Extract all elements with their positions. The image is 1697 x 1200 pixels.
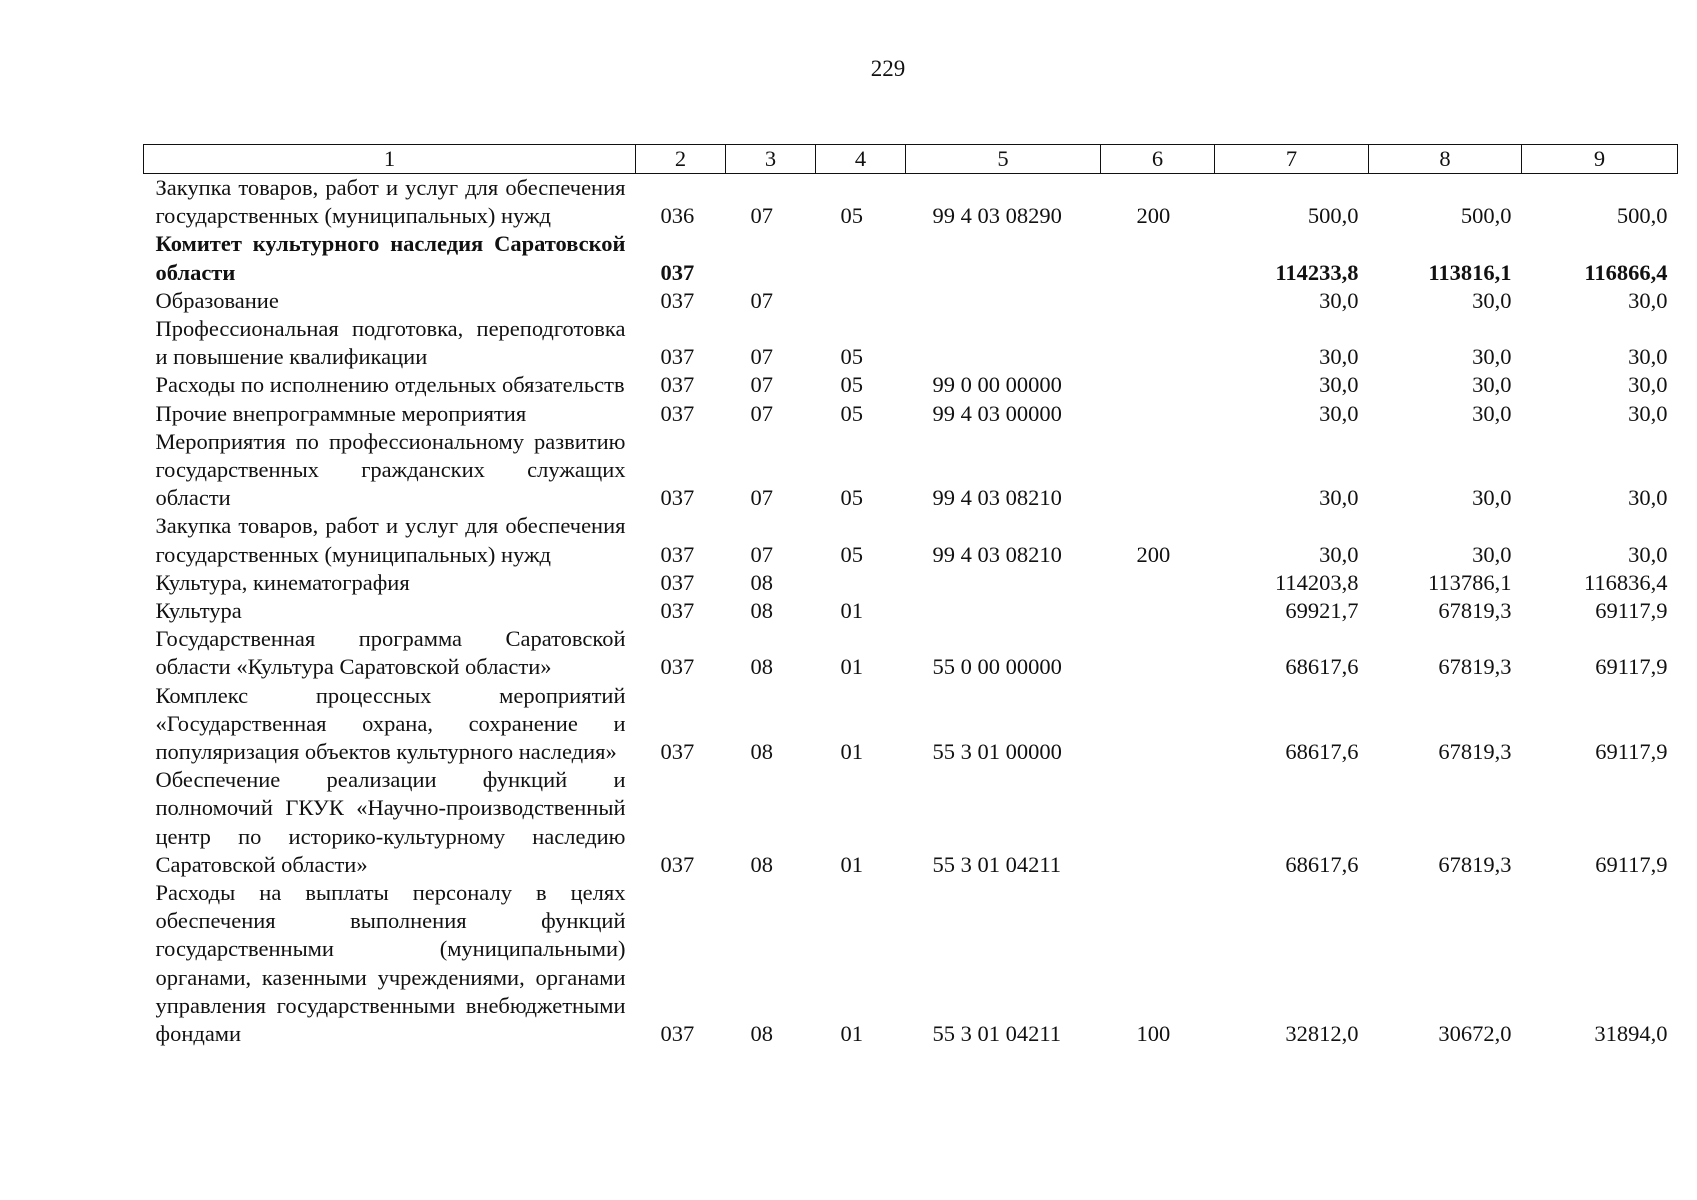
row-ministry-code: 037 (660, 259, 695, 285)
row-subsection-code: 01 (840, 598, 863, 624)
row-name: Мероприятия по профессиональному развитию государственных гражданских служащих области (155, 428, 626, 511)
row-section-code: 07 (750, 372, 773, 398)
row-amount-9: 116866,4 (1584, 259, 1668, 285)
row-expense-type: 200 (1136, 203, 1171, 229)
row-section-code: 08 (750, 598, 773, 624)
page-number: 229 (870, 56, 906, 81)
row-section-code: 08 (750, 1021, 773, 1047)
row-amount-7: 68617,6 (1285, 654, 1359, 680)
table-row (144, 879, 1678, 1048)
row-target-article (906, 230, 1101, 286)
row-ministry-code: 037 (660, 598, 695, 624)
row-amount-7: 30,0 (1319, 400, 1359, 426)
row-subsection-code: 05 (840, 344, 863, 370)
row-ministry-code: 037 (660, 569, 695, 595)
table-row (144, 512, 1678, 568)
row-subsection-code (816, 287, 906, 315)
row-expense-type (1101, 371, 1215, 399)
row-amount-7: 114203,8 (1274, 569, 1359, 595)
row-target-article: 55 3 01 04211 (932, 851, 1062, 877)
table-row (144, 315, 1678, 371)
row-name: Комитет культурного наследия Саратовской области (155, 231, 626, 285)
header-cell-2: 2 (636, 145, 726, 174)
row-expense-type (1101, 569, 1215, 597)
row-amount-8: 30672,0 (1438, 1021, 1512, 1047)
row-name: Расходы на выплаты персоналу в целях обеспечения выполнения функций государственными (муниципальными) органами, казенными учреждениями, органами управления государственными внебюджетными фондами (155, 880, 626, 1047)
table-row (144, 766, 1678, 879)
table-row (144, 682, 1678, 767)
row-amount-8: 67819,3 (1438, 598, 1512, 624)
row-name: Закупка товаров, работ и услуг для обеспечения государственных (муниципальных) нужд (155, 513, 626, 567)
row-name: Образование (155, 287, 279, 313)
row-ministry-code: 037 (660, 400, 695, 426)
row-amount-7: 500,0 (1307, 203, 1359, 229)
row-subsection-code (816, 569, 906, 597)
row-section-code: 07 (750, 400, 773, 426)
row-amount-7: 30,0 (1319, 541, 1359, 567)
row-amount-9: 30,0 (1628, 344, 1668, 370)
row-expense-type (1101, 597, 1215, 625)
row-target-article (906, 315, 1101, 371)
row-amount-8: 67819,3 (1438, 739, 1512, 765)
row-ministry-code: 036 (660, 203, 695, 229)
row-amount-9: 69117,9 (1595, 739, 1668, 765)
row-amount-8: 67819,3 (1438, 851, 1512, 877)
row-section-code: 08 (750, 851, 773, 877)
row-amount-7: 30,0 (1319, 344, 1359, 370)
table-row (144, 230, 1678, 286)
row-subsection-code: 01 (840, 851, 863, 877)
table-header (144, 145, 1678, 174)
row-amount-7: 68617,6 (1285, 739, 1359, 765)
row-expense-type (1101, 428, 1215, 513)
row-section-code: 07 (750, 287, 773, 313)
row-target-article: 55 3 01 04211 (932, 1021, 1062, 1047)
row-amount-9: 30,0 (1628, 541, 1668, 567)
row-expense-type (1101, 682, 1215, 767)
row-target-article: 55 0 00 00000 (932, 654, 1062, 680)
row-amount-8: 67819,3 (1438, 654, 1512, 680)
row-section-code: 08 (750, 569, 773, 595)
row-amount-8: 30,0 (1472, 344, 1512, 370)
row-target-article (906, 287, 1101, 315)
budget-table (143, 144, 1678, 1048)
row-section-code: 07 (750, 203, 773, 229)
row-subsection-code: 05 (840, 372, 863, 398)
row-ministry-code: 037 (660, 739, 695, 765)
header-cell-6: 6 (1101, 145, 1215, 174)
row-section-code: 07 (750, 485, 773, 511)
row-ministry-code: 037 (660, 851, 695, 877)
table-row (144, 287, 1678, 315)
row-amount-9: 500,0 (1616, 203, 1668, 229)
row-expense-type (1101, 625, 1215, 681)
row-expense-type (1101, 766, 1215, 879)
row-name: Закупка товаров, работ и услуг для обеспечения государственных (муниципальных) нужд (155, 175, 626, 229)
row-amount-8: 30,0 (1472, 541, 1512, 567)
row-ministry-code: 037 (660, 654, 695, 680)
row-amount-8: 30,0 (1472, 400, 1512, 426)
table-row (144, 597, 1678, 625)
row-subsection-code: 01 (840, 1021, 863, 1047)
row-amount-7: 114233,8 (1275, 259, 1359, 285)
row-amount-7: 30,0 (1319, 287, 1359, 313)
row-amount-7: 69921,7 (1285, 598, 1359, 624)
row-subsection-code: 01 (840, 739, 863, 765)
row-name: Профессиональная подготовка, переподготовка и повышение квалификации (155, 316, 626, 370)
row-amount-7: 30,0 (1319, 372, 1359, 398)
row-subsection-code: 05 (840, 203, 863, 229)
header-cell-5: 5 (906, 145, 1101, 174)
row-amount-9: 69117,9 (1595, 598, 1668, 624)
row-subsection-code: 05 (840, 485, 863, 511)
table-row (144, 625, 1678, 681)
row-expense-type (1101, 287, 1215, 315)
row-amount-8: 500,0 (1460, 203, 1512, 229)
row-section-code: 08 (750, 654, 773, 680)
row-amount-9: 69117,9 (1595, 654, 1668, 680)
row-amount-9: 30,0 (1628, 400, 1668, 426)
row-target-article: 99 0 00 00000 (932, 372, 1062, 398)
row-expense-type: 200 (1136, 541, 1171, 567)
row-target-article (906, 569, 1101, 597)
header-row (144, 145, 1678, 174)
row-expense-type (1101, 400, 1215, 428)
row-ministry-code: 037 (660, 1021, 695, 1047)
table-row (144, 569, 1678, 597)
row-ministry-code: 037 (660, 485, 695, 511)
row-subsection-code: 05 (840, 400, 863, 426)
row-amount-9: 116836,4 (1583, 569, 1668, 595)
header-cell-4: 4 (816, 145, 906, 174)
row-target-article (906, 597, 1101, 625)
row-ministry-code: 037 (660, 287, 695, 313)
row-amount-9: 30,0 (1628, 287, 1668, 313)
row-expense-type: 100 (1136, 1021, 1171, 1047)
row-expense-type (1101, 315, 1215, 371)
header-cell-1: 1 (144, 145, 636, 174)
row-amount-9: 30,0 (1628, 485, 1668, 511)
row-amount-8: 113786,1 (1427, 569, 1512, 595)
row-ministry-code: 037 (660, 372, 695, 398)
row-target-article: 55 3 01 00000 (932, 739, 1062, 765)
row-subsection-code (816, 230, 906, 286)
row-amount-9: 30,0 (1628, 372, 1668, 398)
row-amount-8: 30,0 (1472, 372, 1512, 398)
row-name: Культура, кинематография (155, 569, 410, 595)
row-name: Культура (155, 598, 242, 624)
row-amount-9: 69117,9 (1595, 851, 1668, 877)
row-amount-7: 68617,6 (1285, 851, 1359, 877)
row-section-code: 07 (750, 344, 773, 370)
table-row (144, 400, 1678, 428)
row-ministry-code: 037 (660, 344, 695, 370)
table-row (144, 174, 1678, 231)
row-section-code (726, 230, 816, 286)
header-cell-9: 9 (1522, 145, 1678, 174)
row-amount-9: 31894,0 (1594, 1021, 1668, 1047)
row-section-code: 07 (750, 541, 773, 567)
row-amount-8: 30,0 (1472, 287, 1512, 313)
row-name: Прочие внепрограммные мероприятия (155, 400, 527, 426)
row-name: Комплекс процессных мероприятий «Государственная охрана, сохранение и популяризация объектов культурного наследия» (155, 682, 626, 765)
row-ministry-code: 037 (660, 541, 695, 567)
row-target-article: 99 4 03 08290 (932, 203, 1062, 229)
table-row (144, 371, 1678, 399)
row-name: Расходы по исполнению отдельных обязательств (155, 372, 625, 398)
row-amount-7: 32812,0 (1285, 1021, 1359, 1047)
row-target-article: 99 4 03 08210 (932, 485, 1062, 511)
row-section-code: 08 (750, 739, 773, 765)
row-amount-7: 30,0 (1319, 485, 1359, 511)
table-body (144, 174, 1678, 1049)
table-row (144, 428, 1678, 513)
row-subsection-code: 05 (840, 541, 863, 567)
row-amount-8: 113816,1 (1428, 259, 1512, 285)
row-name: Государственная программа Саратовской области «Культура Саратовской области» (155, 626, 626, 680)
row-name: Обеспечение реализации функций и полномочий ГКУК «Научно-производственный центр по историко-культурному наследию Саратовской области» (155, 767, 626, 877)
row-amount-8: 30,0 (1472, 485, 1512, 511)
header-cell-7: 7 (1215, 145, 1369, 174)
row-target-article: 99 4 03 00000 (932, 400, 1062, 426)
header-cell-8: 8 (1369, 145, 1522, 174)
header-cell-3: 3 (726, 145, 816, 174)
row-subsection-code: 01 (840, 654, 863, 680)
row-target-article: 99 4 03 08210 (932, 541, 1062, 567)
row-expense-type (1101, 230, 1215, 286)
